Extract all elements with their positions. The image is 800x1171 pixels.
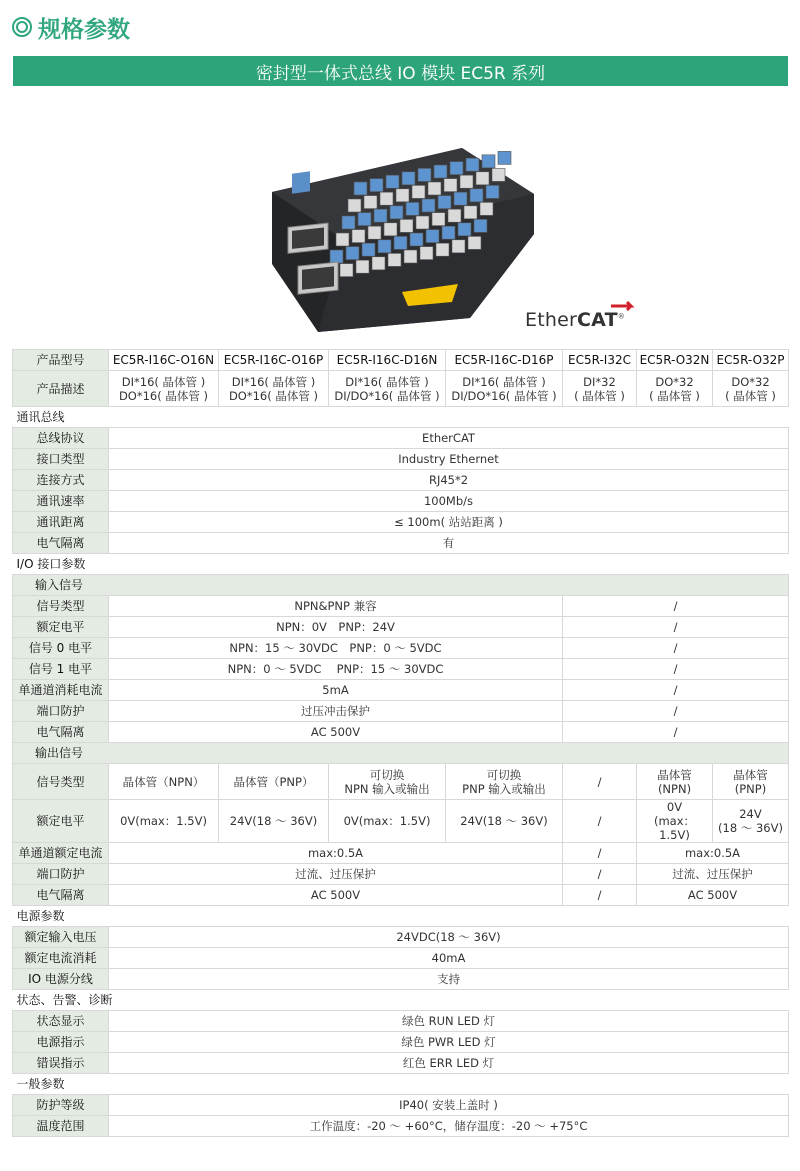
value-cell: / — [563, 638, 789, 659]
row-label: 额定电平 — [13, 617, 109, 638]
desc-cell: DI*16( 晶体管 ) DI/DO*16( 晶体管 ) — [329, 371, 446, 407]
desc-row — [13, 371, 789, 407]
value-cell: 过压冲击保护 — [109, 701, 563, 722]
subsection-heading: 输出信号 — [13, 743, 789, 764]
row-label: IO 电源分线 — [13, 969, 109, 990]
row-label: 额定电流消耗 — [13, 948, 109, 969]
row-label: 产品描述 — [13, 371, 109, 407]
value-cell: 可切换 PNP 输入或输出 — [446, 764, 563, 800]
row-label: 温度范围 — [13, 1116, 109, 1137]
section-title: 规格参数 — [38, 16, 130, 43]
desc-cell: DI*16( 晶体管 ) DI/DO*16( 晶体管 ) — [446, 371, 563, 407]
value-cell: / — [563, 764, 637, 800]
value-cell: 0V(max：1.5V) — [329, 800, 446, 843]
section-heading: 电源参数 — [13, 906, 789, 927]
value-cell: AC 500V — [637, 885, 789, 906]
value-cell: 有 — [109, 533, 789, 554]
ethercat-arrow-icon — [609, 297, 639, 319]
model-cell: EC5R-I16C-O16P — [219, 350, 329, 371]
value-cell: NPN：0V PNP：24V — [109, 617, 563, 638]
value-cell: 晶体管（NPN） — [109, 764, 219, 800]
value-cell: NPN：0 ～ 5VDC PNP：15 ～ 30VDC — [109, 659, 563, 680]
row-label: 电气隔离 — [13, 885, 109, 906]
row-label: 信号类型 — [13, 764, 109, 800]
value-cell: ≤ 100m( 站站距离 ) — [109, 512, 789, 533]
desc-cell: DI*16( 晶体管 ) DO*16( 晶体管 ) — [219, 371, 329, 407]
value-cell: / — [563, 864, 637, 885]
value-cell: / — [563, 885, 637, 906]
section-heading: 通讯总线 — [13, 407, 789, 428]
value-cell: / — [563, 843, 637, 864]
value-cell: 24V (18 ～ 36V) — [713, 800, 789, 843]
value-cell: 晶体管 (NPN) — [637, 764, 713, 800]
desc-cell: DO*32 ( 晶体管 ) — [713, 371, 789, 407]
value-cell: 0V (max：1.5V) — [637, 800, 713, 843]
value-cell: 绿色 RUN LED 灯 — [109, 1011, 789, 1032]
row-label: 端口防护 — [13, 701, 109, 722]
row-label: 电源指示 — [13, 1032, 109, 1053]
value-cell: EtherCAT — [109, 428, 789, 449]
value-cell: 晶体管（PNP） — [219, 764, 329, 800]
row-label: 单通道消耗电流 — [13, 680, 109, 701]
value-cell: NPN&PNP 兼容 — [109, 596, 563, 617]
row-label: 电气隔离 — [13, 722, 109, 743]
value-cell: 支持 — [109, 969, 789, 990]
row-label: 产品型号 — [13, 350, 109, 371]
row-label: 信号 0 电平 — [13, 638, 109, 659]
value-cell: 过流、过压保护 — [637, 864, 789, 885]
section-header — [12, 10, 130, 44]
model-cell: EC5R-I16C-D16N — [329, 350, 446, 371]
row-label: 防护等级 — [13, 1095, 109, 1116]
value-cell: 可切换 NPN 输入或输出 — [329, 764, 446, 800]
value-cell: 绿色 PWR LED 灯 — [109, 1032, 789, 1053]
desc-cell: DO*32 ( 晶体管 ) — [637, 371, 713, 407]
spec-table — [12, 349, 789, 1137]
row-label: 通讯速率 — [13, 491, 109, 512]
row-label: 单通道额定电流 — [13, 843, 109, 864]
model-cell: EC5R-I16C-O16N — [109, 350, 219, 371]
value-cell: / — [563, 617, 789, 638]
value-cell: 工作温度：-20 ～ +60°C，储存温度：-20 ～ +75°C — [109, 1116, 789, 1137]
row-label: 端口防护 — [13, 864, 109, 885]
section-heading: 一般参数 — [13, 1074, 789, 1095]
section-heading: I/O 接口参数 — [13, 554, 789, 575]
row-label: 连接方式 — [13, 470, 109, 491]
row-label: 信号 1 电平 — [13, 659, 109, 680]
value-cell: 0V(max：1.5V) — [109, 800, 219, 843]
row-label: 电气隔离 — [13, 533, 109, 554]
out-sigtype-row — [13, 764, 789, 800]
value-cell: AC 500V — [109, 722, 563, 743]
row-label: 接口类型 — [13, 449, 109, 470]
value-cell: 24V(18 ～ 36V) — [446, 800, 563, 843]
model-row — [13, 350, 789, 371]
value-cell: / — [563, 596, 789, 617]
row-label: 额定电平 — [13, 800, 109, 843]
value-cell: max:0.5A — [637, 843, 789, 864]
series-banner: 密封型一体式总线 IO 模块 EC5R 系列 — [13, 56, 788, 86]
out-level-row — [13, 800, 789, 843]
value-cell: 晶体管 (PNP) — [713, 764, 789, 800]
model-cell: EC5R-O32N — [637, 350, 713, 371]
value-cell: 24VDC(18 ～ 36V) — [109, 927, 789, 948]
row-label: 总线协议 — [13, 428, 109, 449]
section-heading: 状态、告警、诊断 — [13, 990, 789, 1011]
desc-cell: DI*16( 晶体管 ) DO*16( 晶体管 ) — [109, 371, 219, 407]
product-image — [262, 142, 542, 338]
desc-cell: DI*32 ( 晶体管 ) — [563, 371, 637, 407]
model-cell: EC5R-O32P — [713, 350, 789, 371]
value-cell: 过流、过压保护 — [109, 864, 563, 885]
row-label: 信号类型 — [13, 596, 109, 617]
row-label: 通讯距离 — [13, 512, 109, 533]
value-cell: max:0.5A — [109, 843, 563, 864]
circle-bullet-icon — [12, 17, 32, 37]
value-cell: Industry Ethernet — [109, 449, 789, 470]
ethercat-logo: EtherCAT® — [525, 297, 639, 331]
value-cell: / — [563, 680, 789, 701]
value-cell: / — [563, 722, 789, 743]
value-cell: / — [563, 800, 637, 843]
row-label: 错误指示 — [13, 1053, 109, 1074]
value-cell: / — [563, 701, 789, 722]
row-label: 状态显示 — [13, 1011, 109, 1032]
value-cell: AC 500V — [109, 885, 563, 906]
model-cell: EC5R-I32C — [563, 350, 637, 371]
value-cell: 红色 ERR LED 灯 — [109, 1053, 789, 1074]
value-cell: IP40( 安装上盖时 ) — [109, 1095, 789, 1116]
value-cell: / — [563, 659, 789, 680]
subsection-heading: 输入信号 — [13, 575, 789, 596]
value-cell: 24V(18 ～ 36V) — [219, 800, 329, 843]
row-label: 额定输入电压 — [13, 927, 109, 948]
model-cell: EC5R-I16C-D16P — [446, 350, 563, 371]
value-cell: NPN：15 ～ 30VDC PNP：0 ～ 5VDC — [109, 638, 563, 659]
value-cell: 40mA — [109, 948, 789, 969]
value-cell: 5mA — [109, 680, 563, 701]
value-cell: 100Mb/s — [109, 491, 789, 512]
value-cell: RJ45*2 — [109, 470, 789, 491]
